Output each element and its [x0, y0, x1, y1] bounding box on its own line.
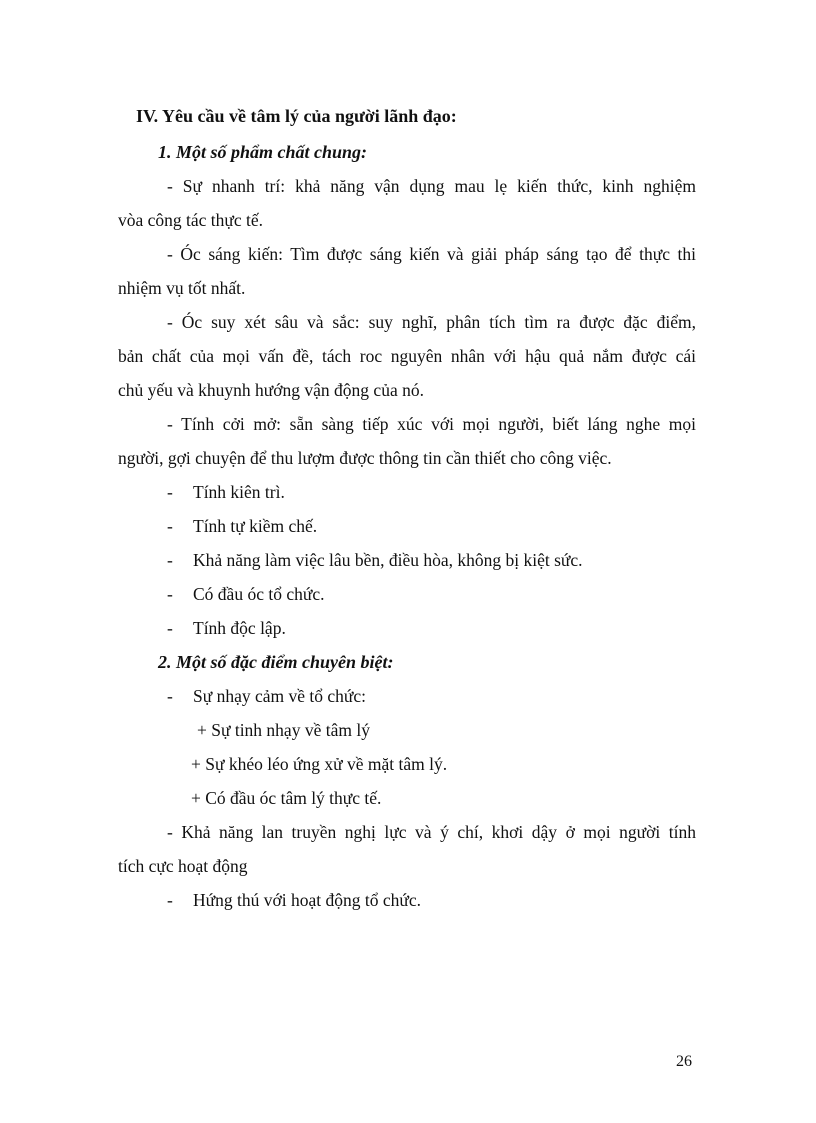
bullet-dash: -: [167, 550, 173, 570]
bullet-dash: -: [167, 890, 173, 910]
list-item: Tính kiên trì.: [193, 482, 285, 502]
sub-list-item: + Sự khéo léo ứng xử về mặt tâm lý.: [191, 754, 448, 774]
para-4-line-2: người, gợi chuyện để thu lượm được thông tin cần thiết cho công việc.: [118, 448, 612, 468]
list-item: Khả năng làm việc lâu bền, điều hòa, không bị kiệt sức.: [193, 550, 583, 570]
list-item: Tính độc lập.: [193, 618, 286, 638]
list-item: Hứng thú với hoạt động tổ chức.: [193, 890, 421, 910]
page-number: 26: [676, 1053, 692, 1070]
sub-list-item: + Sự tinh nhạy về tâm lý: [197, 720, 370, 740]
list-item: Sự nhạy cảm về tổ chức:: [193, 686, 367, 706]
bullet-dash: -: [167, 516, 173, 536]
sub-list-item: + Có đầu óc tâm lý thực tế.: [191, 788, 382, 808]
para-5-line-1: - Khả năng lan truyền nghị lực và ý chí, khơi dậy ở mọi người tính: [167, 822, 696, 842]
para-3-line-3: chủ yếu và khuynh hướng vận động của nó.: [118, 380, 424, 400]
list-item: Tính tự kiềm chế.: [193, 516, 318, 536]
list-item: Có đầu óc tổ chức.: [193, 584, 325, 604]
para-2-line-2: nhiệm vụ tốt nhất.: [118, 278, 246, 298]
subsection-2-title: 2. Một số đặc điểm chuyên biệt:: [158, 652, 394, 672]
para-1-line-2: vòa công tác thực tế.: [118, 210, 264, 230]
para-3-line-1: - Óc suy xét sâu và sắc: suy nghĩ, phân tích tìm ra được đặc điểm,: [167, 312, 696, 332]
para-3-line-2: bản chất của mọi vấn đề, tách roc nguyên nhân với hậu quả nắm được cái: [118, 346, 696, 366]
section-heading: IV. Yêu cầu về tâm lý của người lãnh đạo:: [136, 106, 457, 126]
bullet-dash: -: [167, 618, 173, 638]
para-1-line-1: - Sự nhanh trí: khả năng vận dụng mau lẹ kiến thức, kinh nghiệm: [167, 176, 696, 196]
bullet-dash: -: [167, 686, 173, 706]
para-5-line-2: tích cực hoạt động: [118, 856, 248, 876]
bullet-dash: -: [167, 482, 173, 502]
para-4-line-1: - Tính cởi mở: sẵn sàng tiếp xúc với mọi người, biết láng nghe mọi: [167, 414, 696, 434]
subsection-1-title: 1. Một số phẩm chất chung:: [158, 142, 368, 162]
bullet-dash: -: [167, 584, 173, 604]
para-2-line-1: - Óc sáng kiến: Tìm được sáng kiến và giải pháp sáng tạo để thực thi: [167, 244, 696, 264]
